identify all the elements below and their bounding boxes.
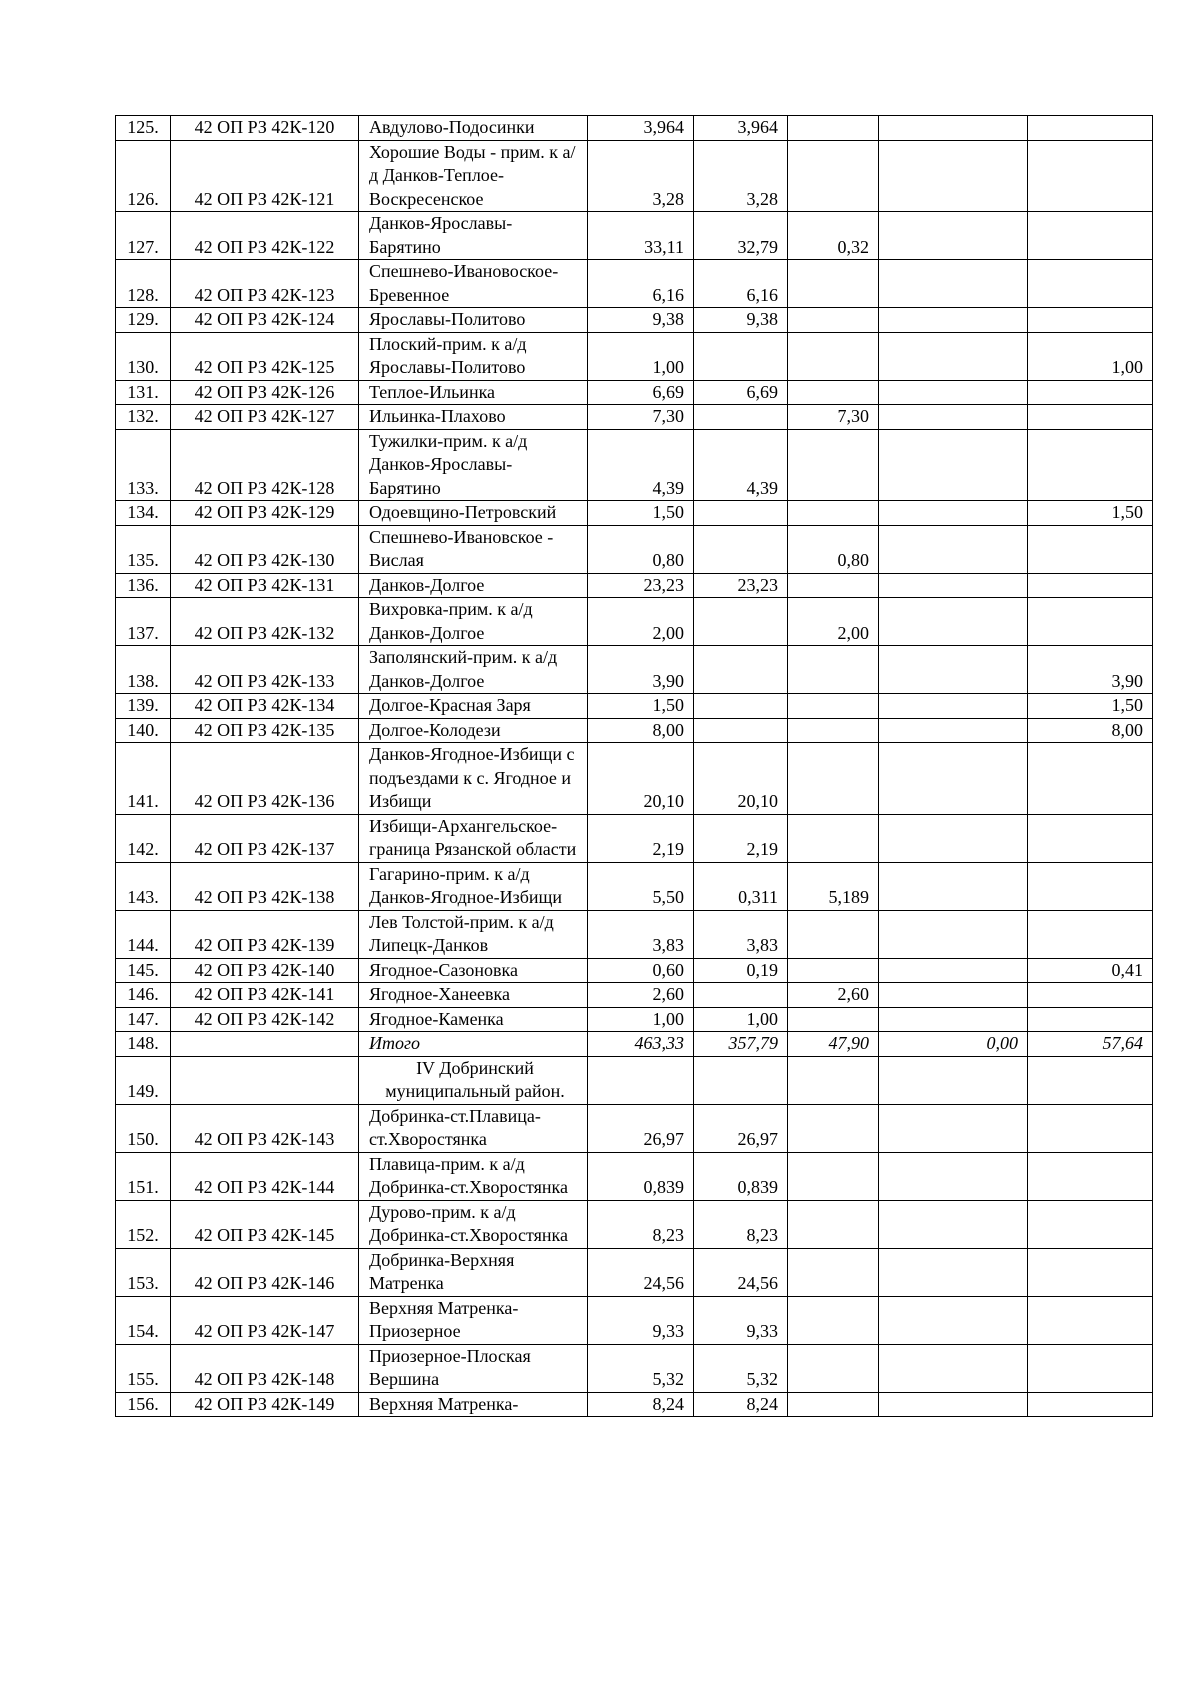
length-col3-cell (788, 501, 879, 526)
road-code-cell: 42 ОП РЗ 42К-126 (171, 380, 359, 405)
length-col3-cell: 47,90 (788, 1032, 879, 1057)
length-col3-cell (788, 116, 879, 141)
length-col5-cell (1028, 380, 1153, 405)
road-name-cell: Приозерное-Плоская Вершина (359, 1344, 588, 1392)
road-code-cell: 42 ОП РЗ 42К-139 (171, 910, 359, 958)
length-col4-cell (879, 525, 1028, 573)
length-col2-cell (694, 983, 788, 1008)
length-col3-cell: 2,60 (788, 983, 879, 1008)
length-col2-cell: 8,23 (694, 1200, 788, 1248)
length-col5-cell: 1,00 (1028, 332, 1153, 380)
road-name-cell: IV Добринский муниципальный район. (359, 1056, 588, 1104)
length-col4-cell (879, 694, 1028, 719)
road-name-cell: Данков-Ягодное-Избищи с подъездами к с. Ягодное и Избищи (359, 743, 588, 815)
length-total-cell: 33,11 (588, 212, 694, 260)
row-number-cell: 129. (116, 308, 171, 333)
road-code-cell: 42 ОП РЗ 42К-148 (171, 1344, 359, 1392)
length-col4-cell (879, 1296, 1028, 1344)
road-name-cell: Ягодное-Каменка (359, 1007, 588, 1032)
length-total-cell: 20,10 (588, 743, 694, 815)
road-name-cell: Хорошие Воды - прим. к а/д Данков-Теплое-Воскресенское (359, 140, 588, 212)
table-row (116, 429, 1153, 501)
row-number-cell: 140. (116, 718, 171, 743)
road-code-cell: 42 ОП РЗ 42К-129 (171, 501, 359, 526)
length-col2-cell: 9,38 (694, 308, 788, 333)
row-number-cell: 142. (116, 814, 171, 862)
road-code-cell: 42 ОП РЗ 42К-132 (171, 598, 359, 646)
table-row (116, 1104, 1153, 1152)
length-col3-cell: 7,30 (788, 405, 879, 430)
row-number-cell: 149. (116, 1056, 171, 1104)
length-col2-cell: 32,79 (694, 212, 788, 260)
road-name-cell: Избищи-Архангельское-граница Рязанской области (359, 814, 588, 862)
length-col4-cell (879, 743, 1028, 815)
road-name-cell: Дурово-прим. к а/д Добринка-ст.Хворостянка (359, 1200, 588, 1248)
road-code-cell: 42 ОП РЗ 42К-120 (171, 116, 359, 141)
length-col4-cell (879, 429, 1028, 501)
length-total-cell: 8,00 (588, 718, 694, 743)
length-col3-cell (788, 1152, 879, 1200)
length-col4-cell (879, 212, 1028, 260)
row-number-cell: 155. (116, 1344, 171, 1392)
length-col2-cell: 24,56 (694, 1248, 788, 1296)
road-name-cell: Ярославы-Политово (359, 308, 588, 333)
length-col4-cell (879, 718, 1028, 743)
table-row (116, 598, 1153, 646)
road-code-cell: 42 ОП РЗ 42К-123 (171, 260, 359, 308)
row-number-cell: 141. (116, 743, 171, 815)
length-total-cell: 9,38 (588, 308, 694, 333)
table-row (116, 743, 1153, 815)
row-number-cell: 148. (116, 1032, 171, 1057)
length-col4-cell (879, 598, 1028, 646)
length-col2-cell: 3,28 (694, 140, 788, 212)
length-col3-cell: 5,189 (788, 862, 879, 910)
length-col4-cell (879, 1152, 1028, 1200)
table-row (116, 116, 1153, 141)
length-col5-cell (1028, 116, 1153, 141)
road-code-cell: 42 ОП РЗ 42К-127 (171, 405, 359, 430)
length-col2-cell: 9,33 (694, 1296, 788, 1344)
length-col2-cell: 1,00 (694, 1007, 788, 1032)
road-code-cell: 42 ОП РЗ 42К-141 (171, 983, 359, 1008)
length-col4-cell (879, 1392, 1028, 1417)
length-col4-cell (879, 308, 1028, 333)
road-code-cell (171, 1032, 359, 1057)
length-col2-cell: 6,16 (694, 260, 788, 308)
row-number-cell: 138. (116, 646, 171, 694)
length-col5-cell: 3,90 (1028, 646, 1153, 694)
table-row (116, 910, 1153, 958)
road-code-cell: 42 ОП РЗ 42К-122 (171, 212, 359, 260)
road-code-cell: 42 ОП РЗ 42К-121 (171, 140, 359, 212)
length-col2-cell: 8,24 (694, 1392, 788, 1417)
length-col3-cell (788, 140, 879, 212)
length-col5-cell: 8,00 (1028, 718, 1153, 743)
road-code-cell: 42 ОП РЗ 42К-135 (171, 718, 359, 743)
length-col3-cell (788, 646, 879, 694)
length-col3-cell (788, 1392, 879, 1417)
row-number-cell: 150. (116, 1104, 171, 1152)
road-code-cell: 42 ОП РЗ 42К-124 (171, 308, 359, 333)
road-code-cell: 42 ОП РЗ 42К-128 (171, 429, 359, 501)
length-col5-cell (1028, 814, 1153, 862)
length-col2-cell: 5,32 (694, 1344, 788, 1392)
table-row (116, 958, 1153, 983)
road-name-cell: Лев Толстой-прим. к а/д Липецк-Данков (359, 910, 588, 958)
length-col5-cell (1028, 1056, 1153, 1104)
row-number-cell: 128. (116, 260, 171, 308)
length-col5-cell (1028, 260, 1153, 308)
table-row (116, 501, 1153, 526)
length-col5-cell (1028, 429, 1153, 501)
row-number-cell: 131. (116, 380, 171, 405)
length-col4-cell (879, 983, 1028, 1008)
row-number-cell: 154. (116, 1296, 171, 1344)
length-total-cell: 23,23 (588, 573, 694, 598)
length-col4-cell (879, 1248, 1028, 1296)
table-row (116, 694, 1153, 719)
road-code-cell: 42 ОП РЗ 42К-136 (171, 743, 359, 815)
length-col3-cell: 0,32 (788, 212, 879, 260)
length-col5-cell (1028, 1007, 1153, 1032)
length-total-cell: 3,90 (588, 646, 694, 694)
length-col4-cell (879, 958, 1028, 983)
total-row (116, 1032, 1153, 1057)
row-number-cell: 139. (116, 694, 171, 719)
length-total-cell: 3,28 (588, 140, 694, 212)
row-number-cell: 151. (116, 1152, 171, 1200)
road-code-cell: 42 ОП РЗ 42К-144 (171, 1152, 359, 1200)
length-col4-cell (879, 140, 1028, 212)
table-row (116, 814, 1153, 862)
row-number-cell: 127. (116, 212, 171, 260)
row-number-cell: 152. (116, 1200, 171, 1248)
row-number-cell: 153. (116, 1248, 171, 1296)
road-code-cell: 42 ОП РЗ 42К-146 (171, 1248, 359, 1296)
length-col2-cell: 357,79 (694, 1032, 788, 1057)
length-col2-cell: 2,19 (694, 814, 788, 862)
road-name-cell: Долгое-Красная Заря (359, 694, 588, 719)
length-total-cell: 6,16 (588, 260, 694, 308)
row-number-cell: 133. (116, 429, 171, 501)
length-col5-cell (1028, 405, 1153, 430)
road-name-cell: Спешнево-Ивановоское-Бревенное (359, 260, 588, 308)
road-code-cell (171, 1056, 359, 1104)
length-col2-cell (694, 718, 788, 743)
length-col2-cell (694, 525, 788, 573)
length-col2-cell (694, 646, 788, 694)
length-col3-cell (788, 910, 879, 958)
length-col3-cell: 0,80 (788, 525, 879, 573)
table-row (116, 212, 1153, 260)
length-col3-cell (788, 260, 879, 308)
length-col3-cell (788, 1056, 879, 1104)
row-number-cell: 135. (116, 525, 171, 573)
road-code-cell: 42 ОП РЗ 42К-130 (171, 525, 359, 573)
length-total-cell: 1,00 (588, 332, 694, 380)
length-col5-cell (1028, 743, 1153, 815)
length-col2-cell: 0,839 (694, 1152, 788, 1200)
table-row (116, 862, 1153, 910)
road-name-cell: Тужилки-прим. к а/д Данков-Ярославы-Барятино (359, 429, 588, 501)
row-number-cell: 136. (116, 573, 171, 598)
table-row (116, 380, 1153, 405)
road-name-cell: Плоский-прим. к а/д Ярославы-Политово (359, 332, 588, 380)
road-code-cell: 42 ОП РЗ 42К-147 (171, 1296, 359, 1344)
length-col4-cell (879, 116, 1028, 141)
road-code-cell: 42 ОП РЗ 42К-140 (171, 958, 359, 983)
length-col5-cell: 1,50 (1028, 694, 1153, 719)
road-code-cell: 42 ОП РЗ 42К-149 (171, 1392, 359, 1417)
length-col5-cell: 1,50 (1028, 501, 1153, 526)
length-col3-cell (788, 429, 879, 501)
row-number-cell: 126. (116, 140, 171, 212)
length-col2-cell (694, 694, 788, 719)
length-col5-cell (1028, 1392, 1153, 1417)
road-name-cell: Данков-Долгое (359, 573, 588, 598)
length-total-cell: 8,24 (588, 1392, 694, 1417)
length-total-cell: 0,839 (588, 1152, 694, 1200)
length-col4-cell (879, 862, 1028, 910)
table-row (116, 983, 1153, 1008)
table-row (116, 332, 1153, 380)
length-col4-cell (879, 260, 1028, 308)
length-total-cell: 7,30 (588, 405, 694, 430)
length-total-cell: 2,60 (588, 983, 694, 1008)
table-row (116, 573, 1153, 598)
length-col5-cell (1028, 525, 1153, 573)
length-col2-cell: 0,311 (694, 862, 788, 910)
length-total-cell: 8,23 (588, 1200, 694, 1248)
length-col5-cell (1028, 910, 1153, 958)
length-col2-cell: 3,964 (694, 116, 788, 141)
length-col3-cell (788, 380, 879, 405)
length-col4-cell (879, 1344, 1028, 1392)
table-row (116, 1200, 1153, 1248)
length-col4-cell (879, 910, 1028, 958)
table-row (116, 1392, 1153, 1417)
length-col3-cell (788, 743, 879, 815)
table-row (116, 718, 1153, 743)
road-name-cell: Добринка-Верхняя Матренка (359, 1248, 588, 1296)
road-name-cell: Верхняя Матренка- (359, 1392, 588, 1417)
road-name-cell: Заполянский-прим. к а/д Данков-Долгое (359, 646, 588, 694)
length-col2-cell (694, 1056, 788, 1104)
road-list-table (115, 115, 1153, 1417)
length-col3-cell (788, 958, 879, 983)
length-total-cell: 1,50 (588, 501, 694, 526)
road-name-cell: Данков-Ярославы-Барятино (359, 212, 588, 260)
length-col5-cell (1028, 212, 1153, 260)
length-total-cell: 1,00 (588, 1007, 694, 1032)
length-total-cell: 3,964 (588, 116, 694, 141)
row-number-cell: 145. (116, 958, 171, 983)
length-col4-cell (879, 646, 1028, 694)
length-total-cell: 0,80 (588, 525, 694, 573)
length-total-cell: 9,33 (588, 1296, 694, 1344)
length-total-cell: 2,19 (588, 814, 694, 862)
length-col4-cell (879, 405, 1028, 430)
length-col5-cell: 57,64 (1028, 1032, 1153, 1057)
length-col4-cell (879, 501, 1028, 526)
road-code-cell: 42 ОП РЗ 42К-142 (171, 1007, 359, 1032)
length-col2-cell: 20,10 (694, 743, 788, 815)
length-col5-cell (1028, 573, 1153, 598)
table-row (116, 405, 1153, 430)
length-col3-cell: 2,00 (788, 598, 879, 646)
road-name-cell: Теплое-Ильинка (359, 380, 588, 405)
road-code-cell: 42 ОП РЗ 42К-125 (171, 332, 359, 380)
length-col2-cell: 4,39 (694, 429, 788, 501)
length-total-cell: 4,39 (588, 429, 694, 501)
length-col4-cell (879, 1056, 1028, 1104)
length-col3-cell (788, 1200, 879, 1248)
row-number-cell: 132. (116, 405, 171, 430)
length-col2-cell (694, 598, 788, 646)
length-col5-cell (1028, 1296, 1153, 1344)
road-name-cell: Вихровка-прим. к а/д Данков-Долгое (359, 598, 588, 646)
row-number-cell: 146. (116, 983, 171, 1008)
table-body (116, 116, 1153, 1417)
table-row (116, 140, 1153, 212)
length-total-cell: 0,60 (588, 958, 694, 983)
table-row (116, 1248, 1153, 1296)
row-number-cell: 130. (116, 332, 171, 380)
road-code-cell: 42 ОП РЗ 42К-143 (171, 1104, 359, 1152)
length-col3-cell (788, 1248, 879, 1296)
length-col4-cell (879, 814, 1028, 862)
length-col5-cell (1028, 1344, 1153, 1392)
road-name-cell: Гагарино-прим. к а/д Данков-Ягодное-Избищи (359, 862, 588, 910)
road-name-cell: Ильинка-Плахово (359, 405, 588, 430)
road-name-cell: Долгое-Колодези (359, 718, 588, 743)
length-col2-cell: 26,97 (694, 1104, 788, 1152)
row-number-cell: 147. (116, 1007, 171, 1032)
length-col3-cell (788, 332, 879, 380)
length-col2-cell (694, 405, 788, 430)
length-col4-cell (879, 1104, 1028, 1152)
length-col4-cell (879, 332, 1028, 380)
length-total-cell: 3,83 (588, 910, 694, 958)
length-total-cell: 463,33 (588, 1032, 694, 1057)
length-col3-cell (788, 1344, 879, 1392)
length-col5-cell (1028, 140, 1153, 212)
row-number-cell: 137. (116, 598, 171, 646)
road-code-cell: 42 ОП РЗ 42К-133 (171, 646, 359, 694)
road-code-cell: 42 ОП РЗ 42К-131 (171, 573, 359, 598)
length-col2-cell: 23,23 (694, 573, 788, 598)
length-col5-cell (1028, 598, 1153, 646)
row-number-cell: 156. (116, 1392, 171, 1417)
road-name-cell: Одоевщино-Петровский (359, 501, 588, 526)
road-name-cell: Верхняя Матренка-Приозерное (359, 1296, 588, 1344)
length-col3-cell (788, 1007, 879, 1032)
road-name-cell: Итого (359, 1032, 588, 1057)
length-col4-cell: 0,00 (879, 1032, 1028, 1057)
length-col5-cell (1028, 1200, 1153, 1248)
length-col5-cell (1028, 1248, 1153, 1296)
row-number-cell: 134. (116, 501, 171, 526)
length-total-cell: 2,00 (588, 598, 694, 646)
table-row (116, 260, 1153, 308)
road-name-cell: Авдулово-Подосинки (359, 116, 588, 141)
length-col2-cell: 6,69 (694, 380, 788, 405)
road-name-cell: Ягодное-Ханеевка (359, 983, 588, 1008)
length-col2-cell (694, 501, 788, 526)
length-col4-cell (879, 573, 1028, 598)
length-col3-cell (788, 694, 879, 719)
length-total-cell: 1,50 (588, 694, 694, 719)
length-col4-cell (879, 1007, 1028, 1032)
road-code-cell: 42 ОП РЗ 42К-145 (171, 1200, 359, 1248)
length-col4-cell (879, 380, 1028, 405)
length-total-cell: 24,56 (588, 1248, 694, 1296)
length-col3-cell (788, 1296, 879, 1344)
length-col5-cell (1028, 983, 1153, 1008)
road-code-cell: 42 ОП РЗ 42К-134 (171, 694, 359, 719)
length-col2-cell: 3,83 (694, 910, 788, 958)
road-code-cell: 42 ОП РЗ 42К-137 (171, 814, 359, 862)
length-col3-cell (788, 718, 879, 743)
length-col5-cell: 0,41 (1028, 958, 1153, 983)
section-header-row (116, 1056, 1153, 1104)
table-row (116, 1296, 1153, 1344)
row-number-cell: 143. (116, 862, 171, 910)
length-col3-cell (788, 1104, 879, 1152)
road-name-cell: Ягодное-Сазоновка (359, 958, 588, 983)
row-number-cell: 144. (116, 910, 171, 958)
row-number-cell: 125. (116, 116, 171, 141)
road-name-cell: Спешнево-Ивановское - Вислая (359, 525, 588, 573)
table-row (116, 525, 1153, 573)
length-total-cell: 5,32 (588, 1344, 694, 1392)
table-row (116, 1344, 1153, 1392)
road-name-cell: Плавица-прим. к а/д Добринка-ст.Хворостянка (359, 1152, 588, 1200)
length-col5-cell (1028, 1104, 1153, 1152)
length-total-cell: 26,97 (588, 1104, 694, 1152)
table-row (116, 1152, 1153, 1200)
length-col2-cell (694, 332, 788, 380)
length-col3-cell (788, 814, 879, 862)
length-col5-cell (1028, 862, 1153, 910)
length-col3-cell (788, 308, 879, 333)
length-col5-cell (1028, 308, 1153, 333)
length-total-cell: 6,69 (588, 380, 694, 405)
length-total-cell: 5,50 (588, 862, 694, 910)
length-col2-cell: 0,19 (694, 958, 788, 983)
length-col3-cell (788, 573, 879, 598)
length-col4-cell (879, 1200, 1028, 1248)
table-row (116, 646, 1153, 694)
road-name-cell: Добринка-ст.Плавица-ст.Хворостянка (359, 1104, 588, 1152)
length-total-cell (588, 1056, 694, 1104)
length-col5-cell (1028, 1152, 1153, 1200)
table-row (116, 1007, 1153, 1032)
table-row (116, 308, 1153, 333)
road-code-cell: 42 ОП РЗ 42К-138 (171, 862, 359, 910)
